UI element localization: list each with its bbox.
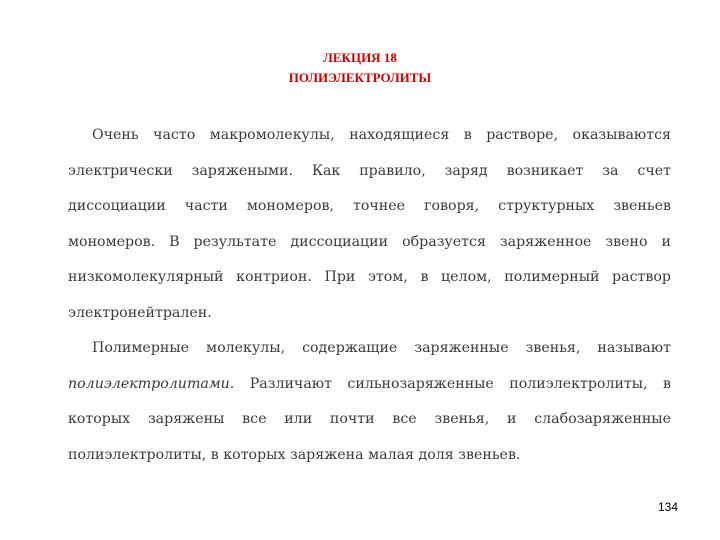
body-text — [68, 118, 671, 473]
paragraph-2 — [68, 331, 671, 473]
lecture-number: ЛЕКЦИЯ 18 — [323, 50, 397, 65]
term-polyelectrolytes: полиэлектролитами — [68, 375, 230, 392]
paragraph-2-start: Полимерные молекулы, содержащие заряженные звенья, называют — [92, 340, 671, 356]
lecture-title — [0, 48, 720, 88]
paragraph-2-rest: . Различают сильнозаряженные полиэлектролиты, в которых заряжены все или почти все звенья, и слабозаряженные полиэлектролиты, в которых заряжена малая доля звеньев. — [68, 375, 671, 463]
paragraph-1: Очень часто макромолекулы, находящиеся в растворе, оказываются электрически заряжеными. Как правило, заряд возникает за счет диссоциации части мономеров, точнее говоря, структурных звеньев мономеров. В результате диссоциации образуется заряженное звено и низкомолекулярный контрион. При этом, в целом, полимерный раствор электронейтрален. — [68, 127, 671, 321]
page-number: 134 — [657, 500, 678, 514]
lecture-topic: ПОЛИЭЛЕКТРОЛИТЫ — [288, 70, 432, 85]
